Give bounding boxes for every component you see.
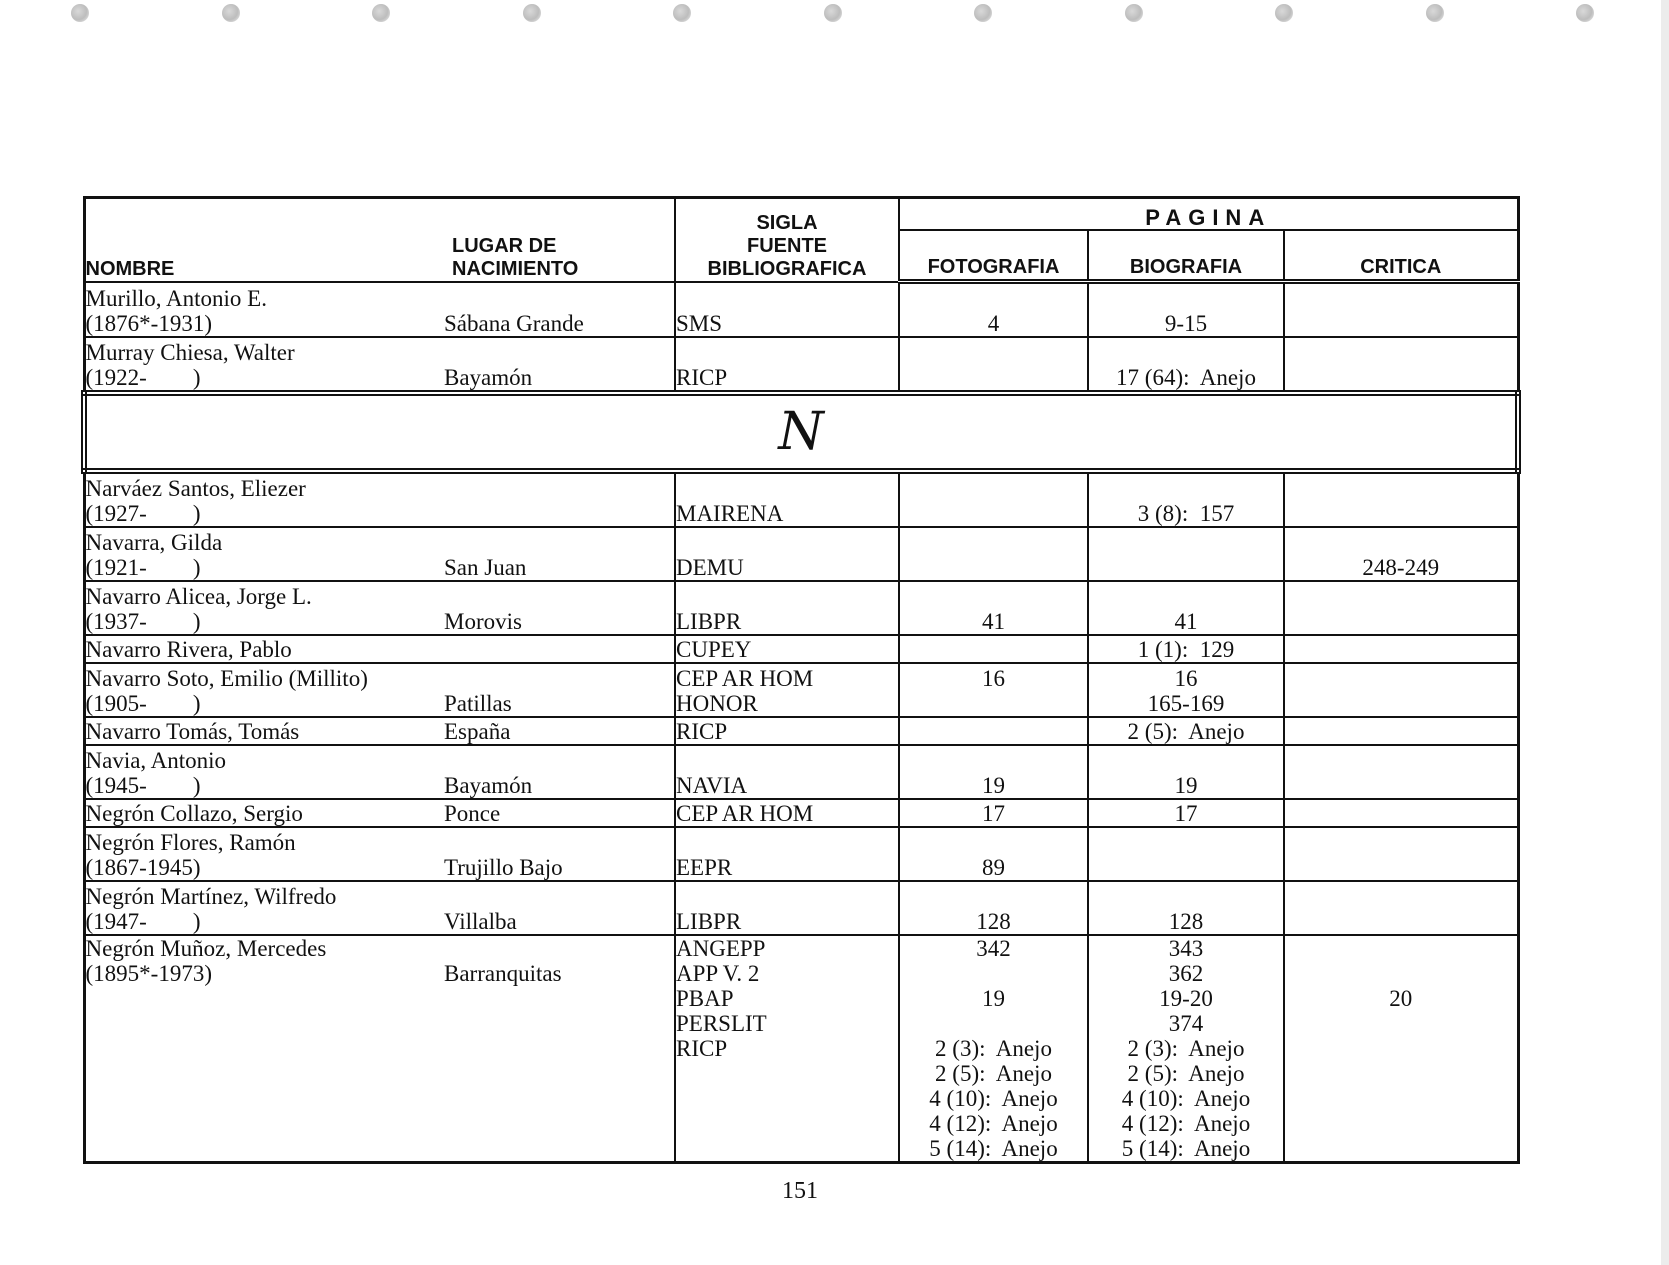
entry-source: ANGEPP APP V. 2 PBAP PERSLIT RICP [675, 935, 899, 1163]
entry-biografia: 3 (8): 157 [1088, 471, 1284, 527]
entry-source: CEP AR HOM [675, 799, 899, 827]
table-row [84, 799, 1518, 827]
entry-place: San Juan [444, 527, 675, 581]
entry-critica [1284, 881, 1518, 935]
entry-place: Trujillo Bajo [444, 827, 675, 881]
entry-name: Murillo, Antonio E. (1876*-1931) [84, 282, 444, 338]
entry-biografia: 17 (64): Anejo [1088, 337, 1284, 393]
entry-name: Navarro Alicea, Jorge L. (1937- ) [84, 581, 444, 635]
table-row [84, 827, 1518, 881]
binder-hole [1426, 4, 1444, 22]
entry-place: Ponce [444, 799, 675, 827]
entry-biografia: 2 (5): Anejo [1088, 717, 1284, 745]
binder-hole [824, 4, 842, 22]
header-critica: CRITICA [1284, 230, 1518, 282]
header-nombre: NOMBRE [84, 198, 444, 282]
entry-fotografia: 4 [899, 282, 1088, 338]
entry-name: Navarro Rivera, Pablo [84, 635, 444, 663]
biographical-register-table [81, 196, 1521, 1164]
entry-biografia [1088, 527, 1284, 581]
entry-fotografia [899, 527, 1088, 581]
binder-hole [71, 4, 89, 22]
section-divider [84, 393, 1518, 471]
entry-fotografia: 16 [899, 663, 1088, 717]
entry-biografia: 19 [1088, 745, 1284, 799]
entry-place: Patillas [444, 663, 675, 717]
entry-critica [1284, 471, 1518, 527]
binder-hole [222, 4, 240, 22]
entry-fotografia: 41 [899, 581, 1088, 635]
entry-name: Negrón Flores, Ramón (1867-1945) [84, 827, 444, 881]
entry-critica [1284, 282, 1518, 338]
entry-critica [1284, 799, 1518, 827]
entry-place: Barranquitas [444, 935, 675, 1163]
entry-fotografia: 17 [899, 799, 1088, 827]
table-row [84, 527, 1518, 581]
entry-place [444, 635, 675, 663]
entry-biografia [1088, 827, 1284, 881]
header-lugar: LUGAR DE NACIMIENTO [444, 198, 675, 282]
binder-hole [1125, 4, 1143, 22]
binder-hole [372, 4, 390, 22]
entry-critica [1284, 827, 1518, 881]
entry-place: Bayamón [444, 745, 675, 799]
entry-source: RICP [675, 717, 899, 745]
entry-place: Bayamón [444, 337, 675, 393]
entry-biografia: 17 [1088, 799, 1284, 827]
entry-place: Morovis [444, 581, 675, 635]
entry-source: LIBPR [675, 581, 899, 635]
entry-place: España [444, 717, 675, 745]
entry-source: SMS [675, 282, 899, 338]
entry-source: NAVIA [675, 745, 899, 799]
entry-source: LIBPR [675, 881, 899, 935]
entry-place: Villalba [444, 881, 675, 935]
entry-name: Navia, Antonio (1945- ) [84, 745, 444, 799]
section-letter-n: N [84, 393, 1518, 471]
entry-source: EEPR [675, 827, 899, 881]
table-row [84, 581, 1518, 635]
table-row [84, 745, 1518, 799]
entry-place [444, 471, 675, 527]
entry-fotografia: 89 [899, 827, 1088, 881]
header-biografia: BIOGRAFIA [1088, 230, 1284, 282]
entry-name: Negrón Muñoz, Mercedes (1895*-1973) [84, 935, 444, 1163]
table-row [84, 337, 1518, 393]
header-fotografia: FOTOGRAFIA [899, 230, 1088, 282]
binder-hole [523, 4, 541, 22]
entry-biografia: 16 165-169 [1088, 663, 1284, 717]
entry-critica [1284, 337, 1518, 393]
table-row [84, 717, 1518, 745]
binder-hole [974, 4, 992, 22]
binder-hole [1275, 4, 1293, 22]
entry-critica [1284, 745, 1518, 799]
entry-name: Negrón Martínez, Wilfredo (1947- ) [84, 881, 444, 935]
entry-source: CUPEY [675, 635, 899, 663]
entry-critica [1284, 581, 1518, 635]
binder-hole [1576, 4, 1594, 22]
entry-biografia: 1 (1): 129 [1088, 635, 1284, 663]
page-number: 151 [782, 1178, 818, 1204]
table-row [84, 881, 1518, 935]
entry-critica: 20 [1284, 935, 1518, 1163]
entry-critica [1284, 717, 1518, 745]
table-row [84, 635, 1518, 663]
entry-fotografia [899, 717, 1088, 745]
entry-fotografia: 342 19 2 (3): Anejo 2 (5): Anejo 4 (10): Anejo 4 (12): Anejo 5 (14): Anejo [899, 935, 1088, 1163]
entry-biografia: 9-15 [1088, 282, 1284, 338]
table-row [84, 282, 1518, 338]
header-pagina: PAGINA [899, 198, 1518, 231]
entry-name: Navarro Soto, Emilio (Millito) (1905- ) [84, 663, 444, 717]
entry-source: CEP AR HOM HONOR [675, 663, 899, 717]
header-sigla: SIGLA FUENTE BIBLIOGRAFICA [675, 198, 899, 282]
entry-fotografia [899, 635, 1088, 663]
entry-place: Sábana Grande [444, 282, 675, 338]
table-row [84, 471, 1518, 527]
entry-critica: 248-249 [1284, 527, 1518, 581]
entry-fotografia [899, 337, 1088, 393]
entry-critica [1284, 663, 1518, 717]
entry-name: Negrón Collazo, Sergio [84, 799, 444, 827]
entry-source: RICP [675, 337, 899, 393]
entry-critica [1284, 635, 1518, 663]
entry-name: Murray Chiesa, Walter (1922- ) [84, 337, 444, 393]
entry-biografia: 343 362 19-20 374 2 (3): Anejo 2 (5): Anejo 4 (10): Anejo 4 (12): Anejo 5 (14): Anejo [1088, 935, 1284, 1163]
entry-name: Narváez Santos, Eliezer (1927- ) [84, 471, 444, 527]
entry-source: DEMU [675, 527, 899, 581]
entry-source: MAIRENA [675, 471, 899, 527]
binder-holes [0, 4, 1669, 28]
entry-name: Navarra, Gilda (1921- ) [84, 527, 444, 581]
rows-letter-m [84, 282, 1518, 394]
binder-hole [673, 4, 691, 22]
entry-biografia: 41 [1088, 581, 1284, 635]
entry-fotografia [899, 471, 1088, 527]
last-entry [84, 935, 1518, 1163]
entry-fotografia: 128 [899, 881, 1088, 935]
entry-name: Navarro Tomás, Tomás [84, 717, 444, 745]
rows-letter-n [84, 471, 1518, 935]
page-edge-shadow [1661, 0, 1669, 1265]
entry-fotografia: 19 [899, 745, 1088, 799]
entry-biografia: 128 [1088, 881, 1284, 935]
table-row [84, 663, 1518, 717]
